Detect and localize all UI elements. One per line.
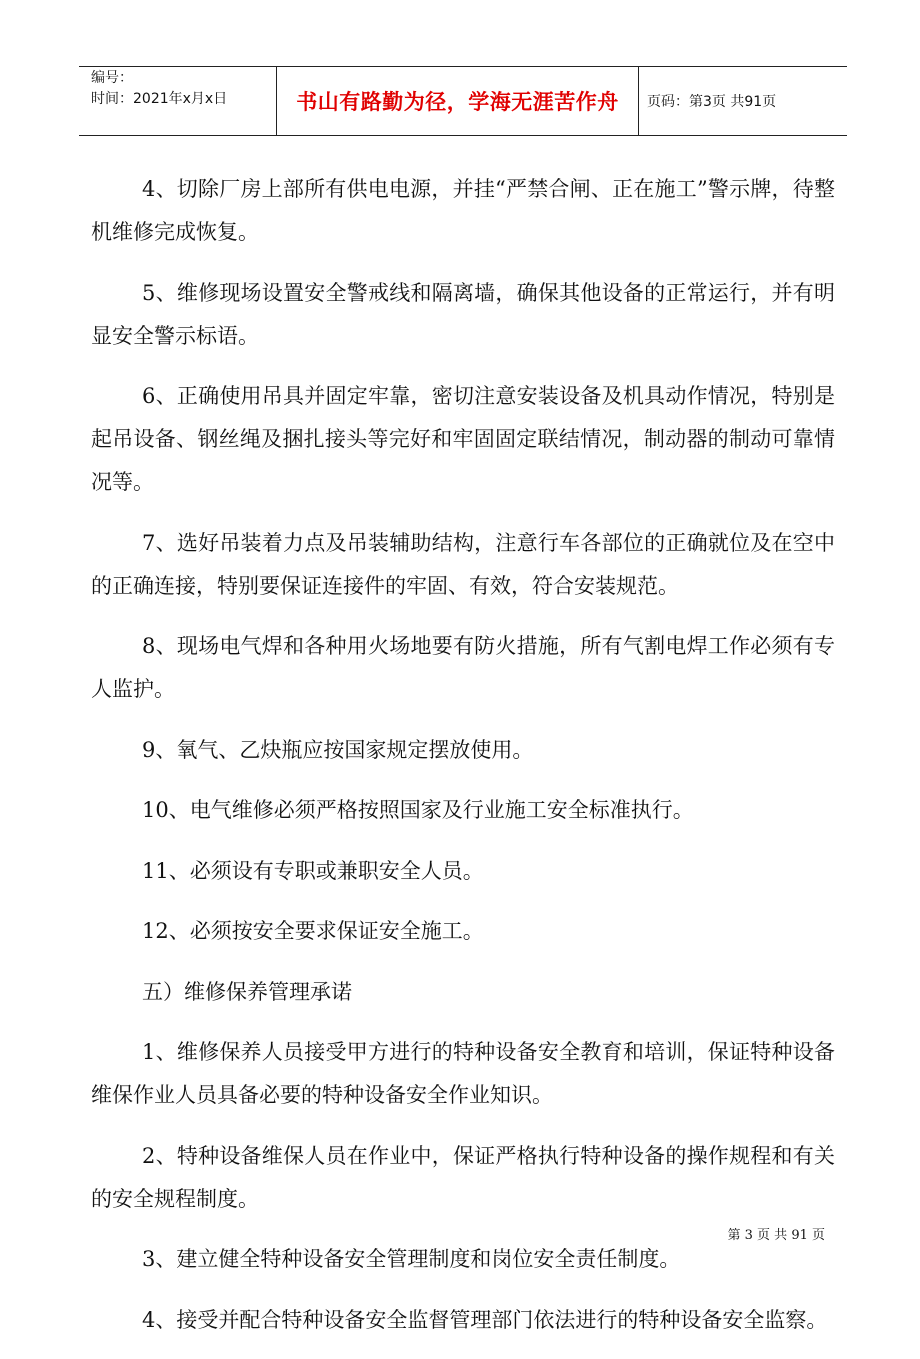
header-page-number: 页码：第3页 共91页 [647, 94, 777, 110]
paragraph: 2、特种设备维保人员在作业中，保证严格执行特种设备的操作规程和有关的安全规程制度。 [91, 1143, 835, 1211]
paragraph: 11、必须设有专职或兼职安全人员。 [142, 858, 484, 883]
paragraph: 8、现场电气焊和各种用火场地要有防火措施，所有气割电焊工作必须有专人监护。 [91, 634, 835, 701]
paragraph: 4、接受并配合特种设备安全监督管理部门依法进行的特种设备安全监察。 [142, 1307, 828, 1332]
header-motto [277, 67, 639, 135]
header-page-info [639, 67, 847, 135]
paragraph: 1、维修保养人员接受甲方进行的特种设备安全教育和培训，保证特种设备维保作业人员具备必要的特种设备安全作业知识。 [91, 1040, 835, 1107]
paragraph: 9、氧气、乙炔瓶应按国家规定摆放使用。 [142, 737, 534, 762]
document-time-label: 时间：2021年x月x日 [91, 91, 228, 107]
footer-page-number: 第 3 页 共 91 页 [727, 1228, 825, 1243]
paragraph: 10、电气维修必须严格按照国家及行业施工安全标准执行。 [142, 798, 694, 822]
motto-text: 书山有路勤为径，学海无涯苦作舟 [296, 90, 619, 114]
document-number-label: 编号： [91, 70, 133, 86]
page-footer [728, 1224, 825, 1243]
document-body [91, 168, 835, 1359]
page-header [79, 66, 847, 136]
paragraph: 6、正确使用吊具并固定牢靠，密切注意安装设备及机具动作情况，特别是起吊设备、钢丝绳及捆扎接头等完好和牢固固定联结情况，制动器的制动可靠情况等。 [91, 384, 835, 494]
paragraph: 4、切除厂房上部所有供电电源，并挂“严禁合闸、正在施工”警示牌，待整机维修完成恢复。 [91, 177, 835, 244]
paragraph: 12、必须按安全要求保证安全施工。 [142, 919, 484, 943]
header-meta [79, 67, 277, 135]
paragraph: 5、维修现场设置安全警戒线和隔离墙，确保其他设备的正常运行，并有明显安全警示标语。 [91, 280, 835, 348]
paragraph: 7、选好吊装着力点及吊装辅助结构，注意行车各部位的正确就位及在空中的正确连接，特别要保证连接件的牢固、有效，符合安装规范。 [91, 530, 835, 598]
paragraph: 3、建立健全特种设备安全管理制度和岗位安全责任制度。 [142, 1247, 681, 1271]
section-heading: 五）维修保养管理承诺 [142, 979, 352, 1004]
